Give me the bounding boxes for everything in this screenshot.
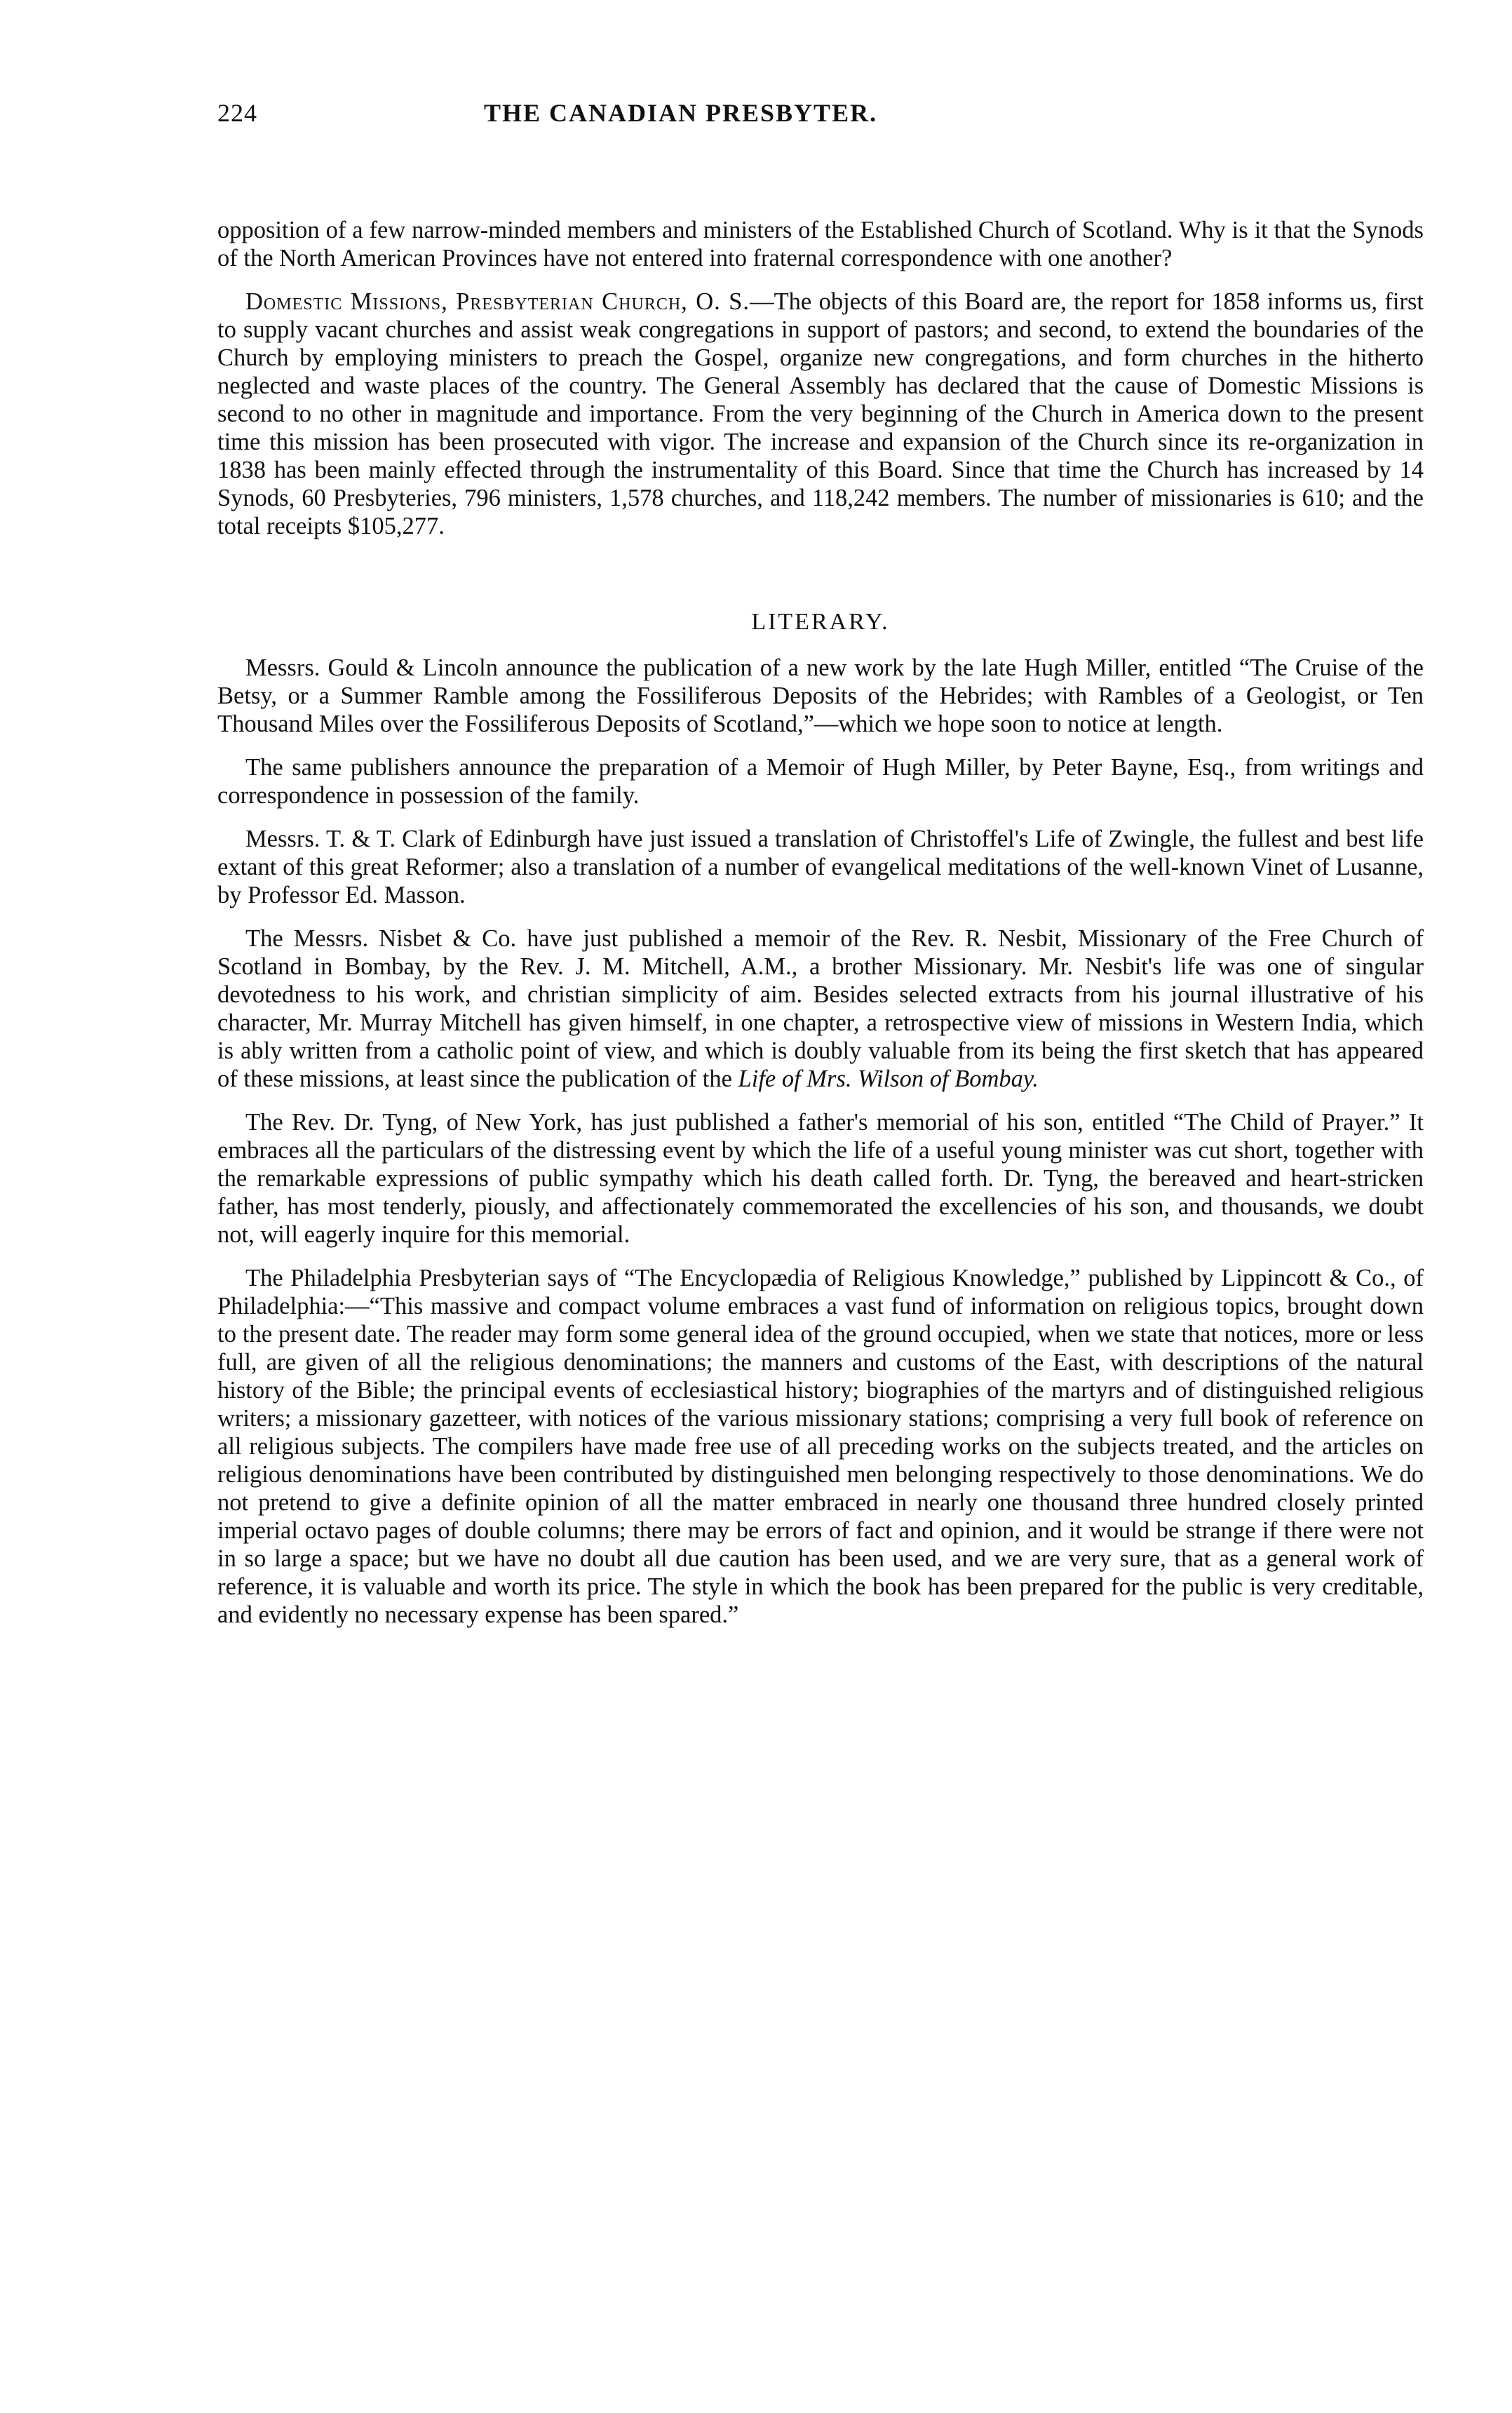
literary-paragraph-nisbet	[217, 925, 1424, 1093]
literary-paragraph-gould-lincoln: Messrs. Gould & Lincoln announce the publication of a new work by the late Hugh Miller, entitled “The Cruise of the Betsy, or a Summer Ramble among the Fossiliferous Deposits of the Hebrides; with Rambles of a Geologist, or Ten Thousand Miles over the Fossiliferous Deposits of Scotland,”—which we hope soon to notice at length.	[217, 654, 1424, 737]
paragraph-body: The Messrs. Nisbet & Co. have just published a memoir of the Rev. R. Nesbit, Missionary of the Free Church of Scotland in Bombay, by the Rev. J. M. Mitchell, A.M., a brother Missionary. Mr. Nesbit's life was one of singular devotedness to his work, and christian simplicity of aim. Besides selected extracts from his journal illustrative of his character, Mr. Murray Mitchell has given himself, in one chapter, a retrospective view of missions in Western India, which is ably written from a catholic point of view, and which is doubly valuable from its being the first sketch that has appeared of these missions, at least since the publication of the	[217, 925, 1424, 1092]
paragraph-lead: Domestic Missions, Presbyterian Church, O. S.	[245, 288, 750, 315]
literary-paragraph-tyng: The Rev. Dr. Tyng, of New York, has just published a father's memorial of his son, entitled “The Child of Prayer.” It embraces all the particulars of the distressing event by which the life of a useful young minister was cut short, together with the remarkable expressions of public sympathy which his death called forth. Dr. Tyng, the bereaved and heart-stricken father, has most tenderly, piously, and affectionately commemorated the excellencies of his son, and thousands, we doubt not, will eagerly inquire for this memorial.	[217, 1109, 1424, 1248]
page-number: 224	[217, 99, 257, 127]
paragraph-domestic-missions	[217, 288, 1424, 540]
literary-paragraph-encyclopaedia: The Philadelphia Presbyterian says of “The Encyclopædia of Religious Knowledge,” published by Lippincott & Co., of Philadelphia:—“This massive and compact volume embraces a vast fund of information on religious topics, brought down to the present date. The reader may form some general idea of the ground occupied, when we state that notices, more or less full, are given of all the religious denominations; the manners and customs of the East, with descriptions of the natural history of the Bible; the principal events of ecclesiastical history; biographies of the martyrs and of distinguished religious writers; a missionary gazetteer, with notices of the various missionary stations; comprising a very full book of reference on all religious subjects. The compilers have made free use of all preceding works on the subjects treated, and the articles on religious denominations have been contributed by distinguished men belonging respectively to those denominations. We do not pretend to give a definite opinion of all the matter embraced in nearly one thousand three hundred closely printed imperial octavo pages of double columns; there may be errors of fact and opinion, and it would be strange if there were not in so large a space; but we have no doubt all due caution has been used, and we are very sure, that as a general work of reference, it is valuable and worth its price. The style in which the book has been prepared for the public is very creditable, and evidently no necessary expense has been spared.”	[217, 1265, 1424, 1628]
section-title-literary: LITERARY.	[751, 609, 890, 635]
literary-paragraph-memoir: The same publishers announce the preparation of a Memoir of Hugh Miller, by Peter Bayne, Esq., from writings and correspondence in possession of the family.	[217, 754, 1424, 809]
page-header	[217, 98, 1424, 140]
literary-paragraph-clark: Messrs. T. & T. Clark of Edinburgh have just issued a translation of Christoffel's Life of Zwingle, the fullest and best life extant of this great Reformer; also a translation of a number of evangelical meditations of the well-known Vinet of Lusanne, by Professor Ed. Masson.	[217, 826, 1424, 908]
book-title: Life of Mrs. Wilson of Bombay.	[738, 1066, 1039, 1092]
paragraph-continued: opposition of a few narrow-minded members and ministers of the Established Church of Scotland. Why is it that the Synods of the North American Provinces have not entered into fraternal correspondence with one another?	[217, 217, 1424, 271]
page	[217, 98, 1424, 1629]
paragraph-body: —The objects of this Board are, the report for 1858 informs us, first to supply vacant churches and assist weak congregations in support of pastors; and second, to extend the boundaries of the Church by employing ministers to preach the Gospel, organize new congregations, and form churches in the hitherto neglected and waste places of the country. The General Assembly has declared that the cause of Domestic Missions is second to no other in magnitude and importance. From the very beginning of the Church in America down to the present time this mission has been prosecuted with vigor. The increase and expansion of the Church since its re-organization in 1838 has been mainly effected through the instrumentality of this Board. Since that time the Church has increased by 14 Synods, 60 Presbyteries, 796 ministers, 1,578 churches, and 118,242 members. The number of missionaries is 610; and the total receipts $105,277.	[217, 288, 1424, 539]
running-title: THE CANADIAN PRESBYTER.	[484, 99, 878, 127]
